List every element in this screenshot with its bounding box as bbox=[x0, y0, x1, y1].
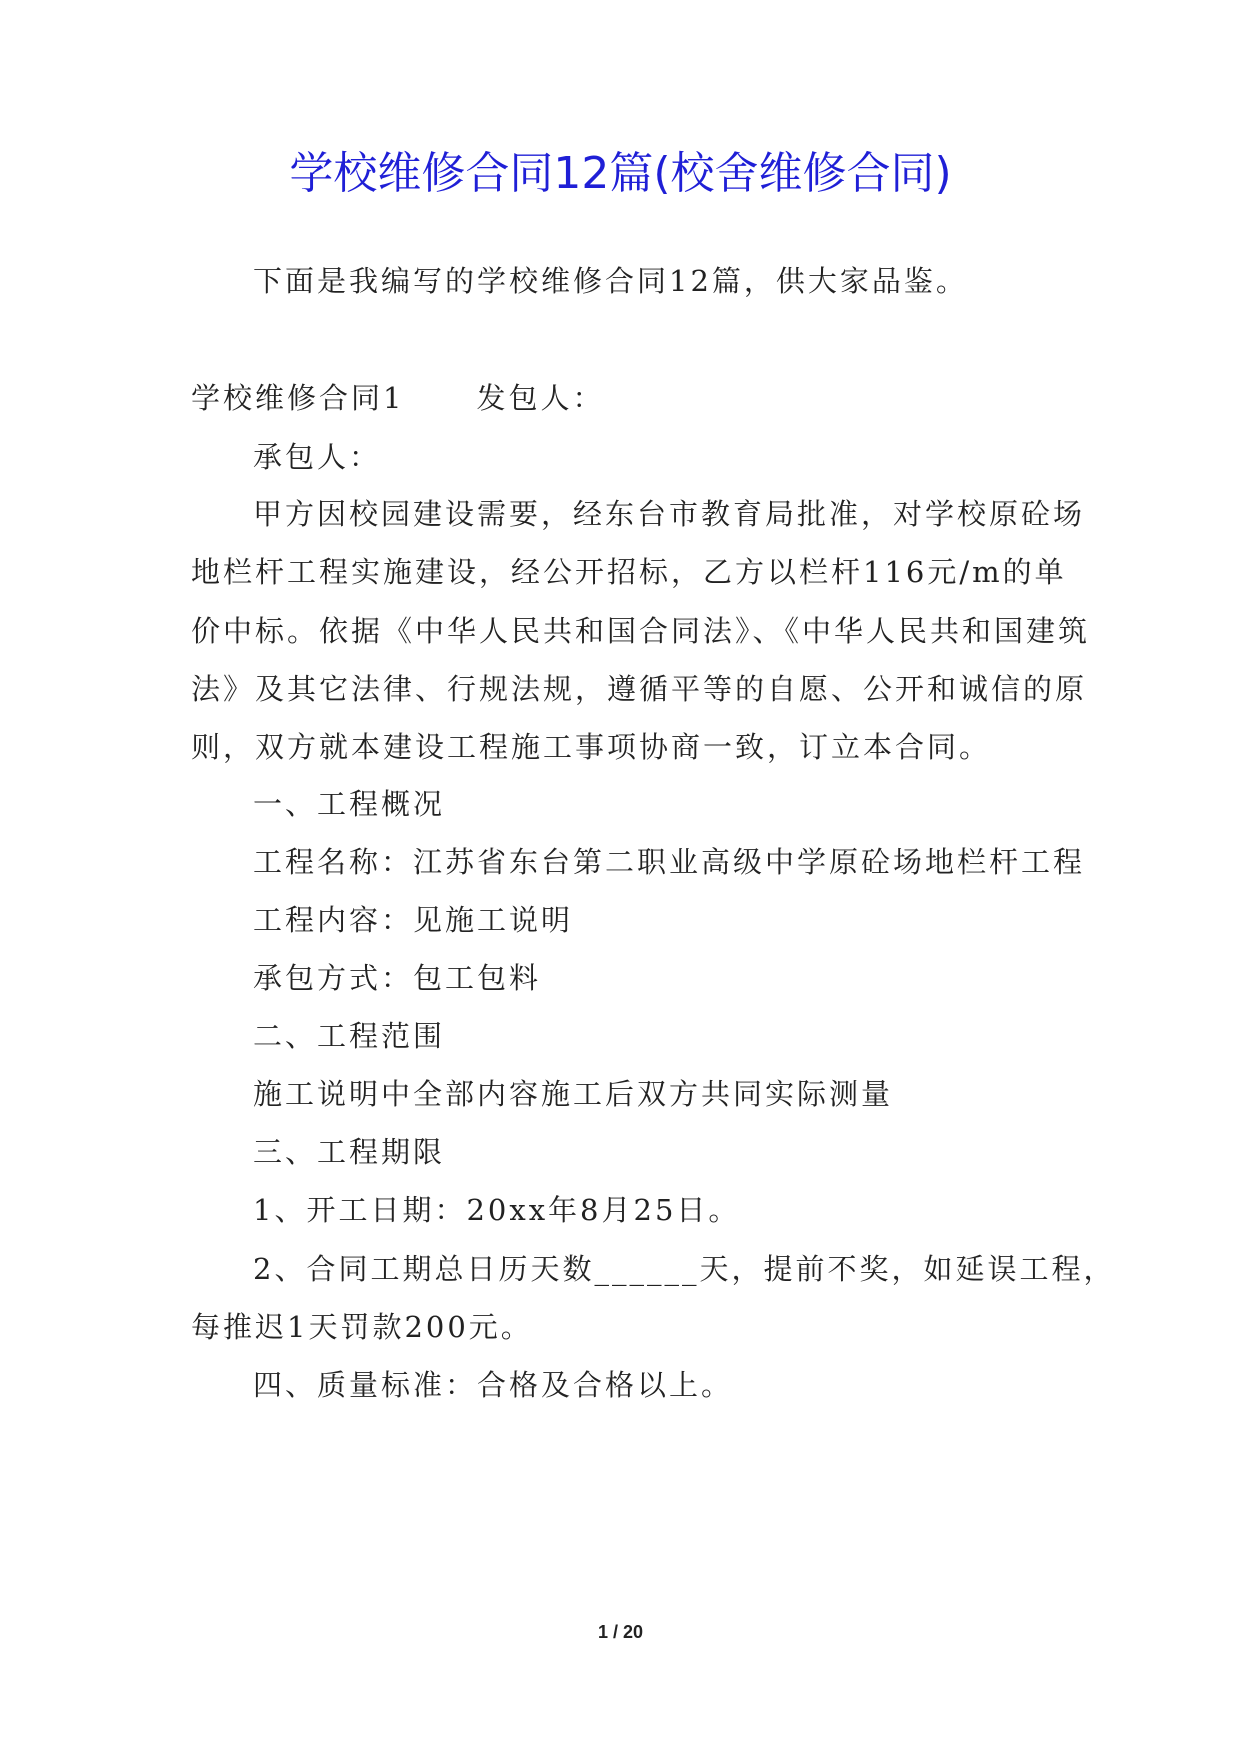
intro-line: 下面是我编写的学校维修合同12篇，供大家品鉴。 bbox=[253, 264, 968, 298]
paragraph-line: 则，双方就本建设工程施工事项协商一致，订立本合同。 bbox=[191, 730, 992, 764]
project-content-line: 工程内容：见施工说明 bbox=[253, 903, 574, 937]
duration-line: 2、合同工期总日历天数______天，提前不奖，如延误工程， bbox=[253, 1252, 1116, 1286]
section-title-period: 三、工程期限 bbox=[253, 1135, 446, 1169]
paragraph-line: 价中标。依据《中华人民共和国合同法》、《中华人民共和国建筑 bbox=[191, 614, 1091, 648]
scope-line: 施工说明中全部内容施工后双方共同实际测量 bbox=[253, 1077, 894, 1111]
contract-method-line: 承包方式：包工包料 bbox=[253, 961, 542, 995]
paragraph-line: 法》及其它法律、行规法规，遵循平等的自愿、公开和诚信的原 bbox=[191, 672, 1088, 706]
document-title: 学校维修合同12篇(校舍维修合同) bbox=[289, 148, 952, 199]
start-date-line: 1、开工日期：20xx年8月25日。 bbox=[253, 1193, 741, 1227]
quality-standard-line: 四、质量标准：合格及合格以上。 bbox=[253, 1368, 734, 1402]
penalty-line: 每推迟1天罚款200元。 bbox=[191, 1310, 533, 1344]
project-name-line: 工程名称：江苏省东台第二职业高级中学原砼场地栏杆工程 bbox=[253, 845, 1086, 879]
party-a-label: 发包人： bbox=[476, 381, 605, 415]
section-title-scope: 二、工程范围 bbox=[253, 1019, 446, 1053]
section-heading-line bbox=[191, 381, 604, 416]
section-title-overview: 一、工程概况 bbox=[253, 787, 446, 821]
paragraph-line: 甲方因校园建设需要，经东台市教育局批准，对学校原砼场 bbox=[253, 497, 1086, 531]
page-number: 1 / 20 bbox=[597, 1622, 644, 1642]
party-b-label: 承包人： bbox=[253, 440, 382, 474]
section-heading: 学校维修合同1 bbox=[191, 381, 405, 415]
paragraph-line: 地栏杆工程实施建设，经公开招标，乙方以栏杆116元/m的单 bbox=[191, 555, 1067, 589]
